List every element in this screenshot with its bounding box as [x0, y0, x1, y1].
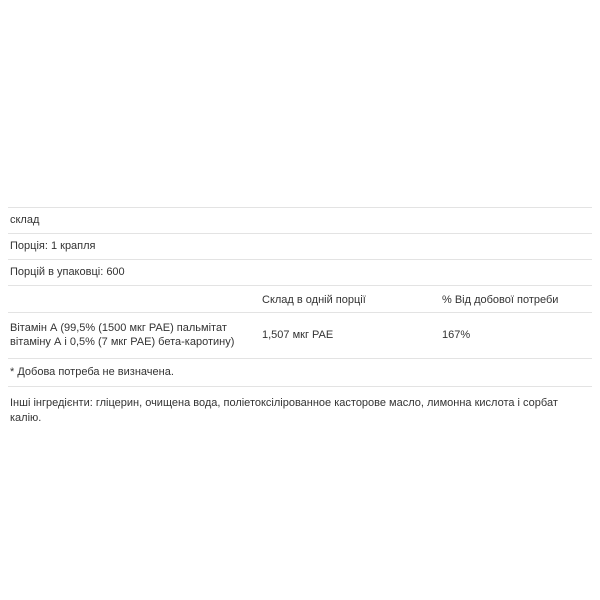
- nutrient-name: Вітамін А (99,5% (1500 мкг PAE) пальмітат вітаміну А і 0,5% (7 мкг PAE) бета-каротину): [10, 322, 235, 348]
- footnote-text: * Добова потреба не визначена.: [10, 366, 174, 378]
- header-daily-value: % Від добової потреби: [442, 294, 559, 306]
- other-ingredients-row: [8, 387, 592, 432]
- nutrient-daily-value: 167%: [442, 329, 471, 341]
- table-header-row: [8, 286, 592, 313]
- serving-size-label: Порція: 1 крапля: [10, 240, 96, 252]
- other-ingredients-text: Інші інгредієнти: гліцерин, очищена вода, поліетоксілірованное касторове масло, лимонна кислота і сорбат калію.: [10, 397, 558, 424]
- table-row: [8, 313, 592, 359]
- header-amount-per-serving: Склад в одній порції: [262, 294, 366, 306]
- servings-per-container-label: Порцій в упаковці: 600: [10, 266, 125, 278]
- nutrient-amount: 1,507 мкг PAE: [262, 329, 334, 341]
- panel-title-row: [8, 207, 592, 234]
- servings-per-container-row: [8, 260, 592, 286]
- panel-title: склад: [10, 214, 40, 226]
- supplement-facts-panel: [8, 207, 592, 432]
- serving-size-row: [8, 234, 592, 260]
- footnote-row: [8, 359, 592, 387]
